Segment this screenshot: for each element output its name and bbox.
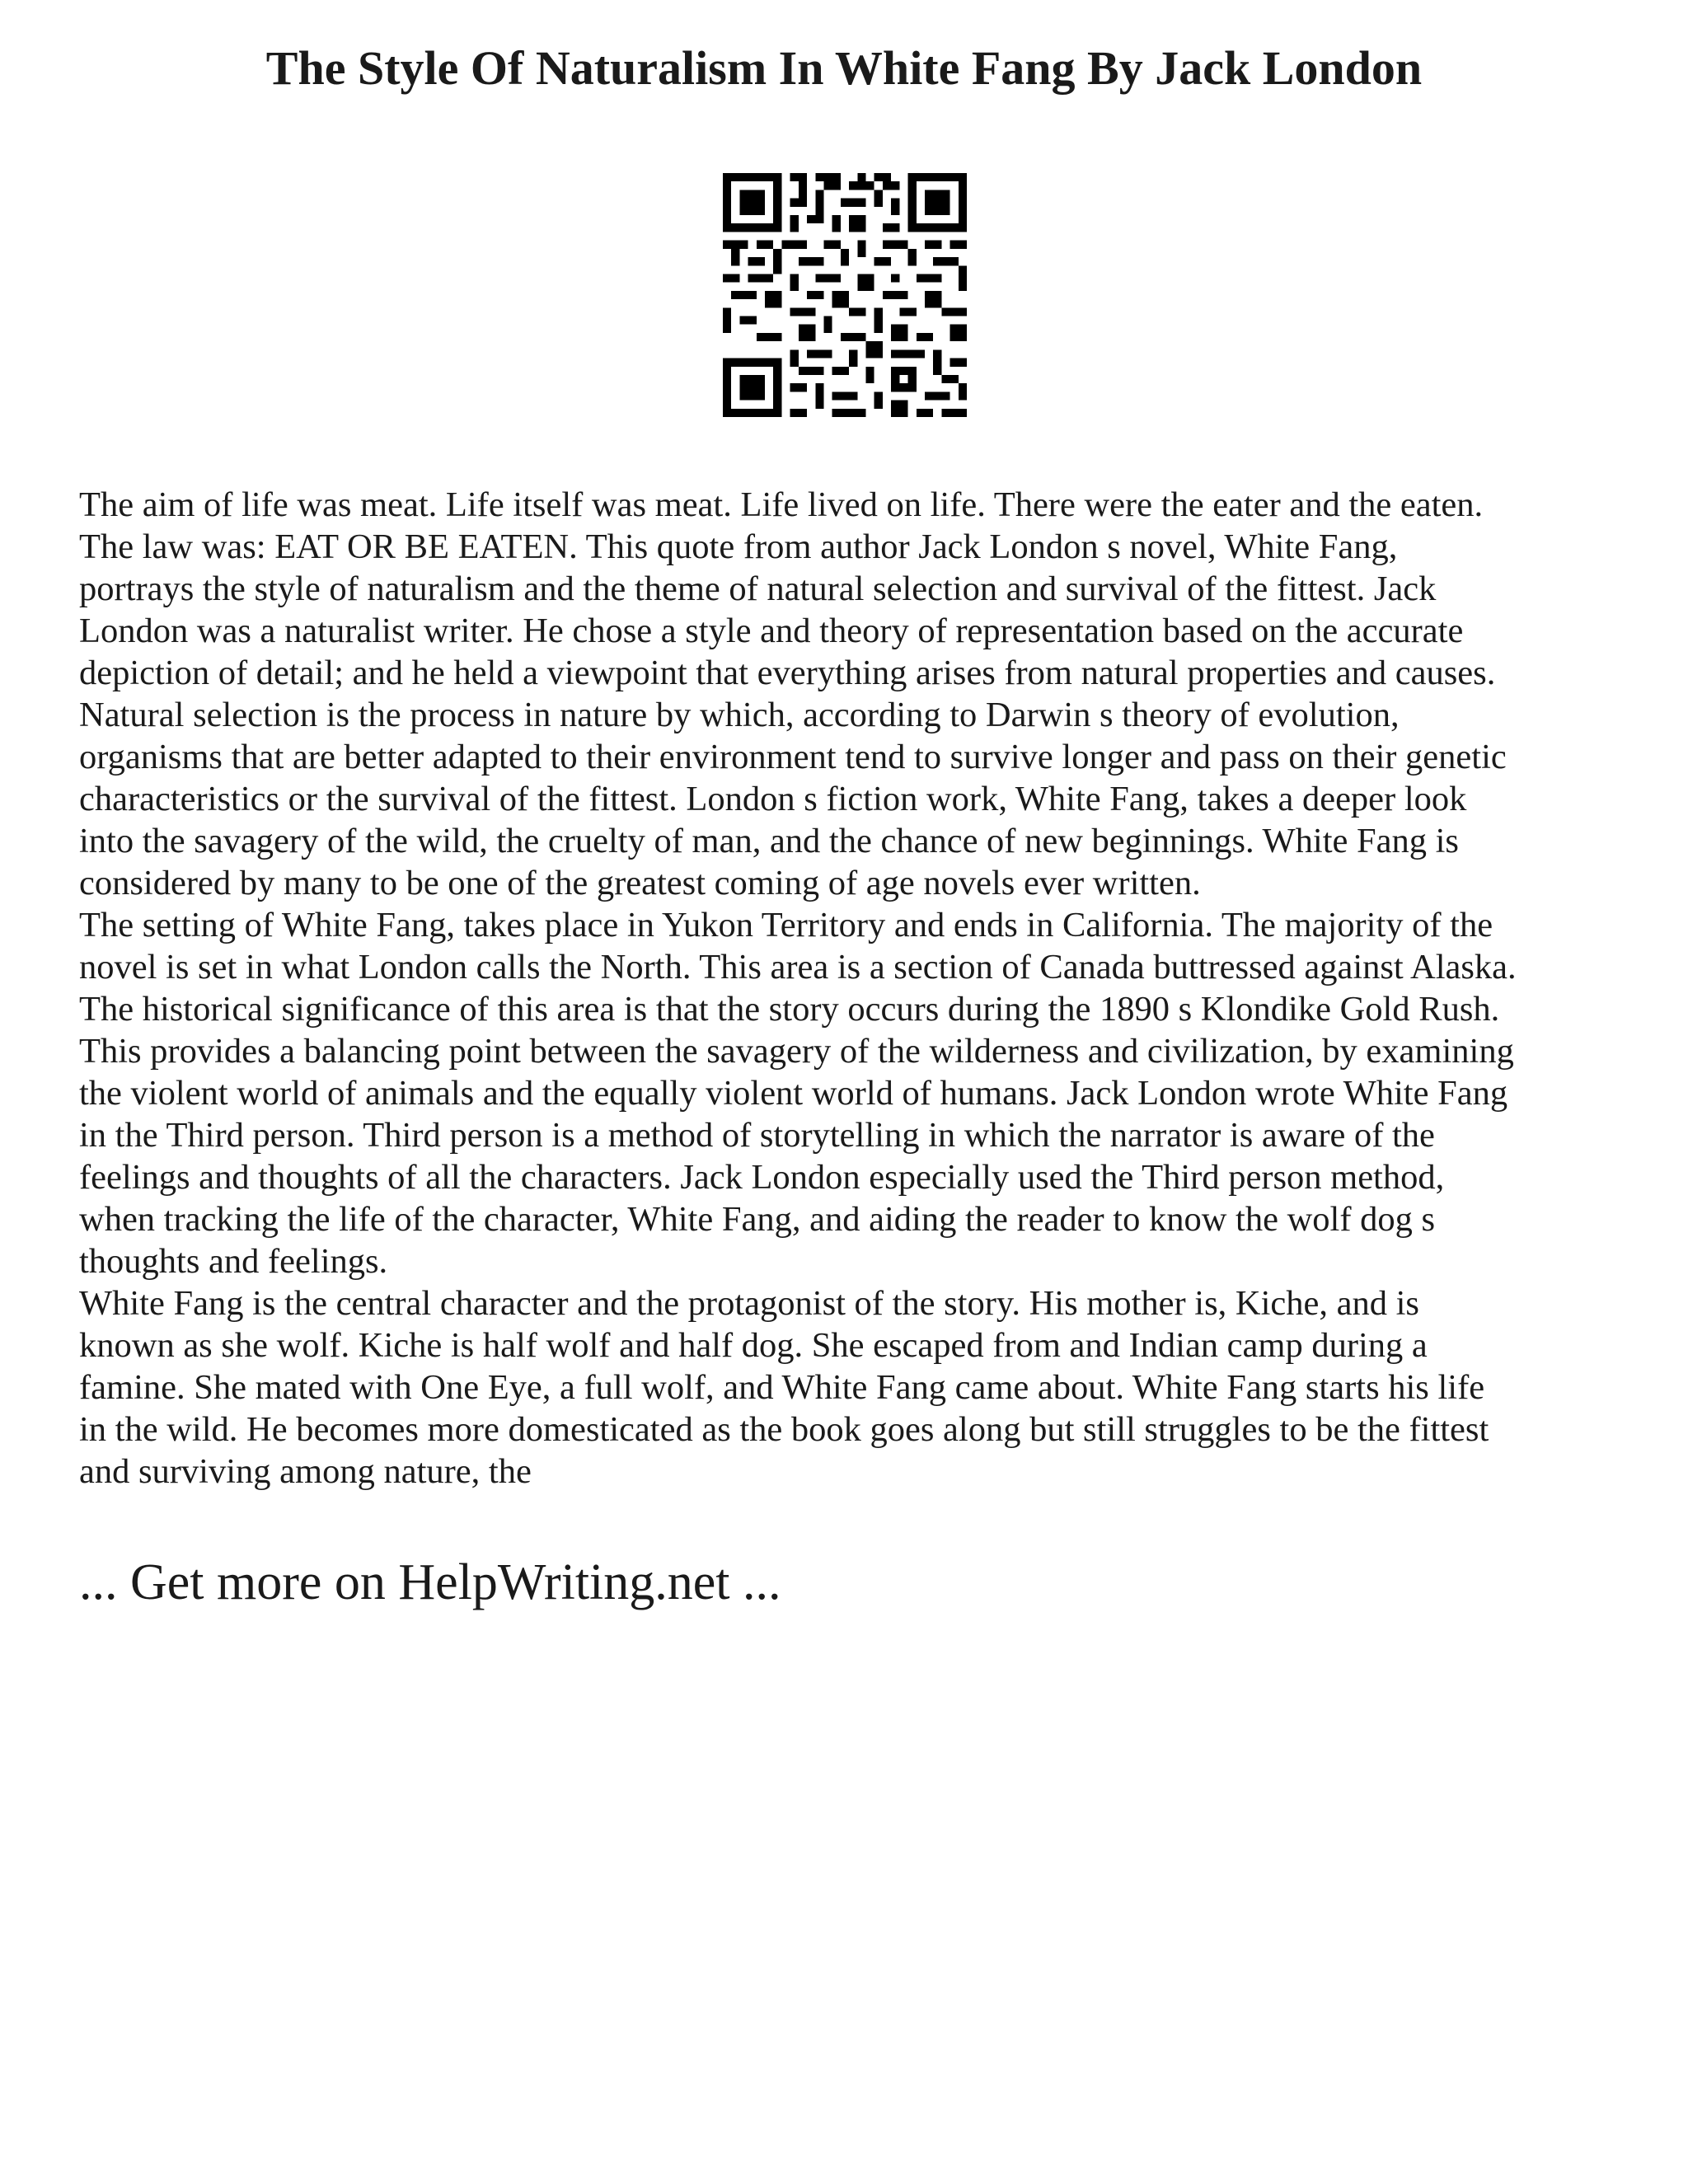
body-line: and surviving among nature, the xyxy=(79,1452,532,1491)
body-line: thoughts and feelings. xyxy=(79,1242,388,1281)
body-line: The setting of White Fang, takes place in Yukon Territory and ends in California. The majority of the xyxy=(79,906,1493,944)
body-line: the violent world of animals and the equally violent world of humans. Jack London wrote White Fang xyxy=(79,1074,1508,1113)
document-title: The Style Of Naturalism In White Fang By Jack London xyxy=(265,41,1423,95)
body-line: considered by many to be one of the greatest coming of age novels ever written. xyxy=(79,864,1201,902)
body-line: The historical significance of this area is that the story occurs during the 1890 s Klondike Gold Rush. xyxy=(79,990,1500,1029)
body-line: organisms that are better adapted to their environment tend to survive longer and pass on their genetic xyxy=(79,738,1507,776)
body-line: feelings and thoughts of all the characters. Jack London especially used the Third person method, xyxy=(79,1158,1445,1197)
body-line: known as she wolf. Kiche is half wolf and half dog. She escaped from and Indian camp during a xyxy=(79,1326,1428,1365)
body-line: in the wild. He becomes more domesticated as the book goes along but still struggles to be the fittest xyxy=(79,1410,1489,1449)
body-line: into the savagery of the wild, the cruelty of man, and the chance of new beginnings. White Fang is xyxy=(79,822,1459,860)
body-line: in the Third person. Third person is a method of storytelling in which the narrator is aware of the xyxy=(79,1116,1435,1155)
body-line: portrays the style of naturalism and the theme of natural selection and survival of the fittest. Jack xyxy=(79,569,1437,608)
body-line: London was a naturalist writer. He chose a style and theory of representation based on the accurate xyxy=(79,612,1464,650)
body-text xyxy=(79,484,1629,1493)
body-line: The aim of life was meat. Life itself was meat. Life lived on life. There were the eater and the eaten. xyxy=(79,485,1484,524)
qr-code-icon xyxy=(723,173,967,417)
body-line: depiction of detail; and he held a viewpoint that everything arises from natural properties and causes. xyxy=(79,654,1496,692)
body-line: White Fang is the central character and the protagonist of the story. His mother is, Kiche, and is xyxy=(79,1284,1419,1323)
body-line: The law was: EAT OR BE EATEN. This quote from author Jack London s novel, White Fang, xyxy=(79,527,1398,566)
get-more-link[interactable]: ... Get more on HelpWriting.net ... xyxy=(79,1554,781,1610)
body-line: novel is set in what London calls the North. This area is a section of Canada buttressed against Alaska. xyxy=(79,948,1517,987)
body-line: when tracking the life of the character, White Fang, and aiding the reader to know the wolf dog s xyxy=(79,1200,1436,1239)
body-line: famine. She mated with One Eye, a full wolf, and White Fang came about. White Fang starts his life xyxy=(79,1368,1485,1407)
body-line: Natural selection is the process in nature by which, according to Darwin s theory of evolution, xyxy=(79,696,1400,734)
body-line: This provides a balancing point between the savagery of the wilderness and civilization, by examining xyxy=(79,1032,1514,1071)
body-line: characteristics or the survival of the fittest. London s fiction work, White Fang, takes a deeper look xyxy=(79,780,1467,818)
